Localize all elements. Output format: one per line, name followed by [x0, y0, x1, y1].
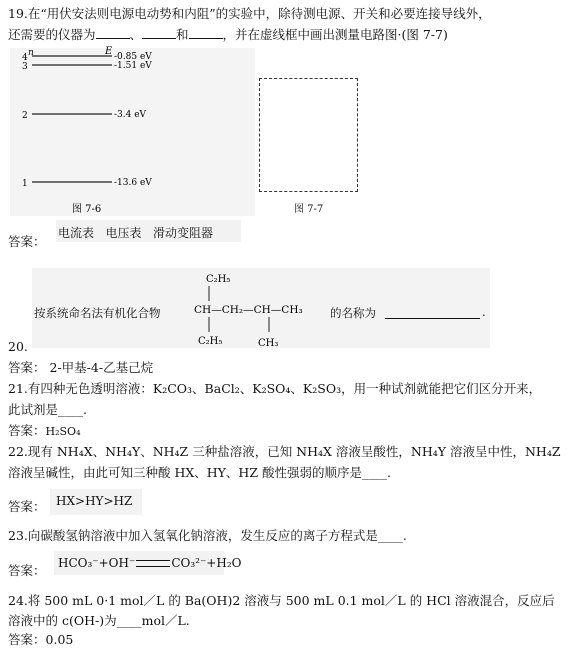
level-n-3: 3 — [22, 62, 28, 72]
level-n-2: 2 — [22, 111, 28, 121]
q21-answer-label: 答案： — [8, 423, 46, 438]
q23-line1: 23.向碳酸氢钠溶液中加入氢氧化钠溶液，发生反应的离子方程式是____. — [8, 528, 407, 543]
q21-answer-row — [8, 421, 80, 441]
formula-bottom-left: C₂H₅ — [198, 336, 223, 347]
q19-answer — [58, 224, 213, 241]
level-energy-4: -0.85 eV — [114, 52, 152, 62]
level-energy-1: -13.6 eV — [114, 178, 152, 188]
q22-answer: HX>HY>HZ — [56, 494, 133, 508]
double-bond-arrow-icon — [136, 560, 170, 567]
answer-item-voltmeter: 电压表 — [105, 226, 142, 240]
q20-answer-label: 答案： — [8, 360, 46, 375]
formula-top-substituent: C₂H₅ — [206, 274, 231, 285]
q19-answer-label: 答案： — [8, 234, 46, 249]
q24-answer-label: 答案： — [8, 632, 46, 647]
q20-prefix: 按系统命名法有机化合物 — [34, 306, 161, 320]
q20-structural-formula — [192, 270, 332, 348]
q24-line1: 24.将 500 mL 0·1 mol／L 的 Ba(OH)2 溶液与 500 mL 0.1 mol／L 的 HCl 溶液混合，反应后 — [8, 593, 555, 608]
q21-line1: 21.有四种无色透明溶液：K₂CO₃、BaCl₂、K₂SO₄、K₂SO₃，用一种试剂就能把它们区分开来， — [8, 381, 542, 396]
q20-end-mark: . — [482, 305, 486, 319]
level-n-4: 4 — [22, 53, 28, 63]
blank-2 — [142, 26, 176, 39]
q23-answer-lhs: HCO₃⁻+OH⁻ — [58, 556, 136, 570]
q24-line2: 溶液中的 c(OH-)为____mol／L. — [8, 613, 190, 628]
q20-suffix: 的名称为 — [330, 306, 376, 320]
answer-item-rheostat: 滑动变阻器 — [152, 226, 213, 240]
q19-line2-d: ，并在虚线框中画出测量电路图·(图 7-7) — [222, 27, 448, 42]
q19-line2 — [8, 25, 448, 44]
figure-7-6-caption: 图 7-6 — [72, 204, 102, 215]
level-energy-2: -3.4 eV — [114, 110, 147, 120]
q20-answer: 2-甲基-4-乙基己烷 — [49, 360, 154, 375]
q22-line2: 溶液呈碱性，由此可知三种酸 HX、HY、HZ 酸性强弱的顺序是____. — [8, 465, 391, 480]
level-energy-3: -1.51 eV — [114, 61, 152, 71]
q24-answer: 0.05 — [45, 632, 74, 647]
q19-line1: 19.在“用伏安法则电源电动势和内阻”的实验中，除待测电源、开关和必要连接导线外， — [8, 6, 491, 21]
q20-number: 20. — [8, 339, 28, 354]
q23-answer-label: 答案： — [8, 563, 46, 578]
q19-line2-a: 还需要的仪器为 — [8, 27, 96, 42]
circuit-drawing-box — [259, 78, 358, 192]
formula-bottom-right: CH₃ — [258, 338, 279, 348]
q20-answer-row — [8, 358, 153, 377]
q24-answer-row — [8, 630, 73, 649]
n-label: n — [28, 48, 34, 58]
q20-answer-blank — [385, 318, 480, 319]
q23-answer — [58, 556, 241, 570]
q22-answer-label: 答案： — [8, 499, 46, 514]
q23-answer-rhs: CO₃²⁻+H₂O — [171, 556, 242, 570]
level-n-1: 1 — [22, 179, 28, 189]
q22-line1: 22.现有 NH₄X、NH₄Y、NH₄Z 三种盐溶液，已知 NH₄X 溶液呈酸性，NH₄Y 溶液呈中性，NH₄Z — [8, 444, 561, 459]
figure-7-7-caption: 图 7-7 — [294, 204, 324, 215]
answer-item-ammeter: 电流表 — [58, 226, 95, 240]
q19-line2-b: 、 — [129, 27, 143, 42]
blank-1 — [96, 26, 130, 39]
blank-3 — [189, 26, 223, 39]
q19-line2-c: 和 — [176, 27, 189, 42]
q21-answer: H₂SO₄ — [45, 425, 81, 438]
figure-7-6 — [10, 46, 260, 218]
formula-main-chain: CH—CH₂—CH—CH₃ — [194, 304, 303, 316]
E-label: E — [105, 46, 113, 57]
q21-line2: 此试剂是____. — [8, 402, 87, 417]
